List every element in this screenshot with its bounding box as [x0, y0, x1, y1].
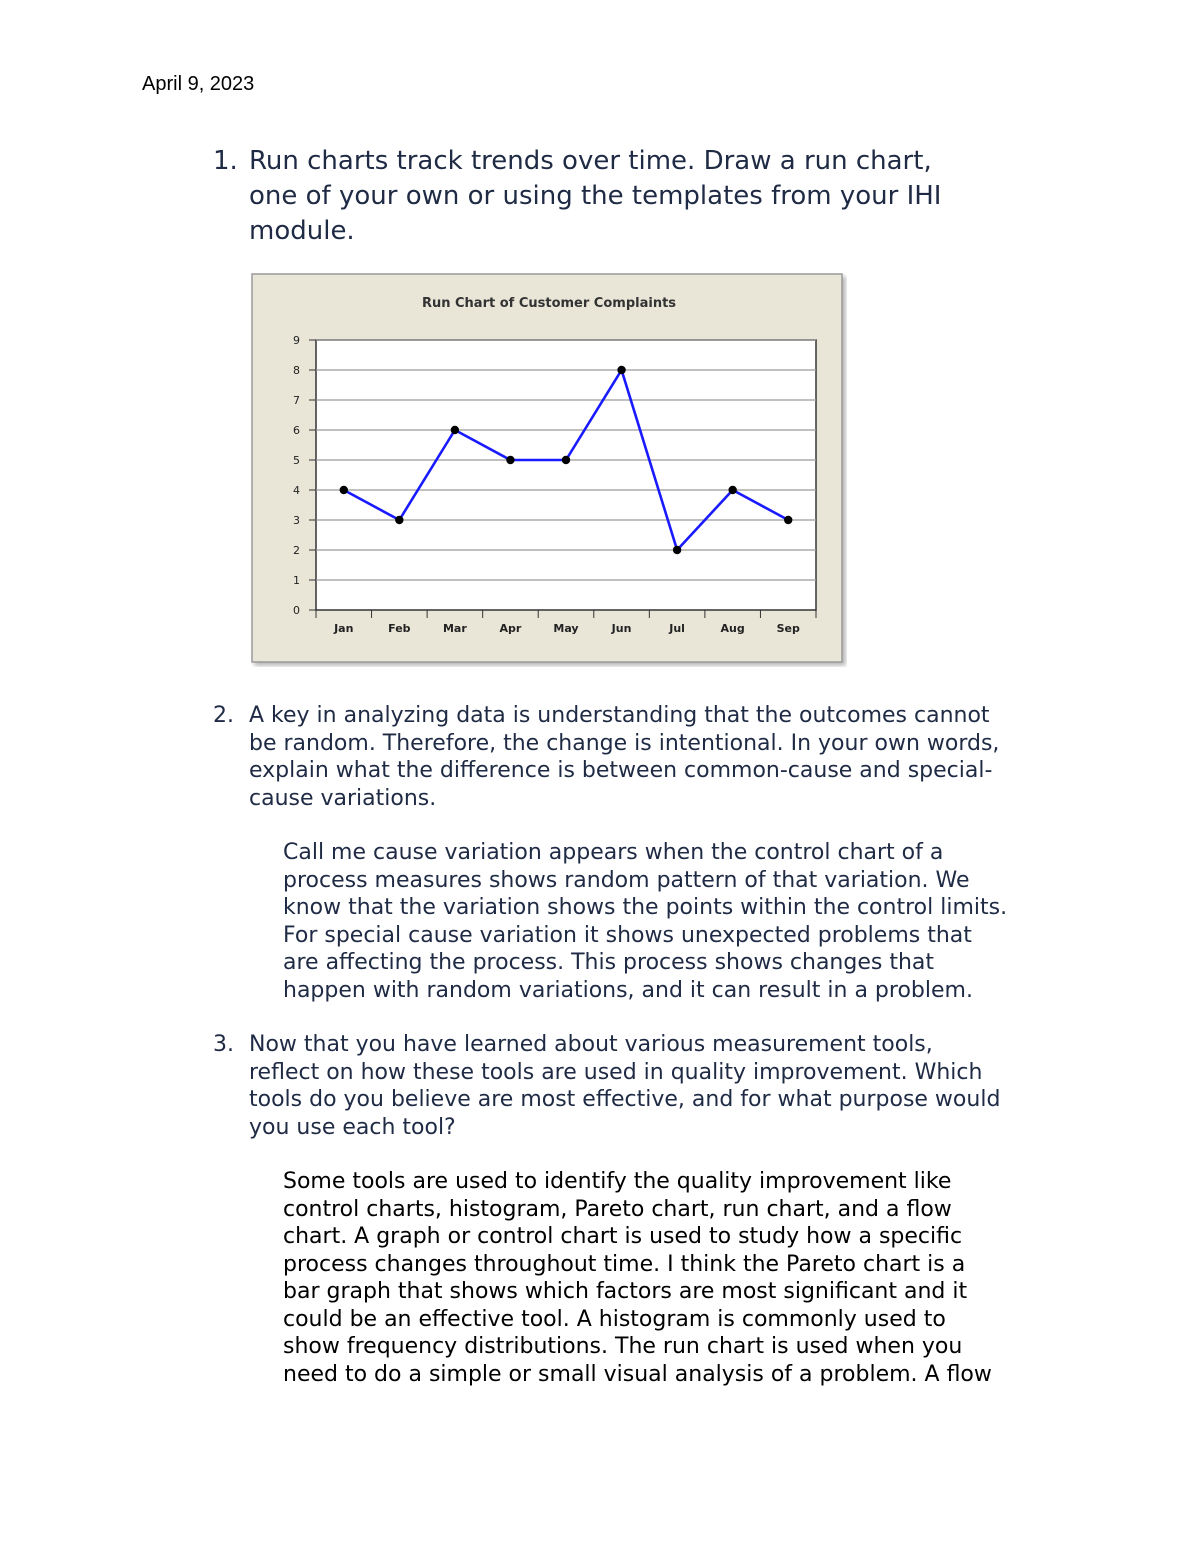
data-point-jun [617, 366, 625, 374]
y-tick-label: 8 [293, 364, 300, 377]
run-chart-svg [251, 273, 847, 667]
question-3-answer: Some tools are used to identify the quality improvement like control charts, histogram, Pareto chart, run chart, and a flow chart. A graph or control chart is used to study how a specific process changes throughout time. I think the Pareto chart is a bar graph that shows which factors are most significant and it could be an effective tool. A histogram is commonly used to show frequency distributions. The run chart is used when you need to do a simple or small visual analysis of a problem. A flow [283, 1169, 992, 1387]
question-3-text: Now that you have learned about various measurement tools, reflect on how these tools are used in quality improvement. Which tools do you believe are most effective, and for what purpose would you use each tool? [249, 1032, 1001, 1140]
data-point-jul [673, 546, 681, 554]
y-tick-label: 0 [293, 604, 300, 617]
data-point-mar [451, 426, 459, 434]
run-chart [251, 273, 847, 667]
question-3-number: 3. [213, 1032, 234, 1057]
chart-title: Run Chart of Customer Complaints [421, 296, 677, 311]
x-tick-label-sep: Sep [776, 622, 800, 635]
data-point-apr [506, 456, 514, 464]
x-tick-label-may: May [553, 622, 579, 635]
y-tick-label: 9 [293, 334, 300, 347]
data-point-feb [395, 516, 403, 524]
x-tick-label-aug: Aug [720, 622, 745, 635]
data-point-aug [728, 486, 736, 494]
y-tick-label: 1 [293, 574, 300, 587]
y-tick-label: 3 [293, 514, 300, 527]
y-tick-label: 6 [293, 424, 300, 437]
y-tick-label: 2 [293, 544, 300, 557]
plot-area [316, 340, 816, 610]
question-2-text: A key in analyzing data is understanding that the outcomes cannot be random. Therefore, the change is intentional. In your own words, explain what the difference is between common-cause and special- cause variations. [249, 703, 1000, 811]
document-date: April 9, 2023 [142, 73, 255, 95]
y-tick-label: 4 [293, 484, 300, 497]
question-1-number: 1. [213, 146, 238, 176]
question-1-text: Run charts track trends over time. Draw a run chart, one of your own or using the templates from your IHI module. [249, 146, 942, 246]
data-point-may [562, 456, 570, 464]
question-2-number: 2. [213, 703, 234, 728]
data-point-jan [340, 486, 348, 494]
x-tick-label-mar: Mar [442, 622, 467, 635]
x-tick-label-jan: Jan [334, 622, 354, 635]
x-tick-label-jun: Jun [611, 622, 632, 635]
y-tick-label: 7 [293, 394, 300, 407]
x-tick-label-jul: Jul [669, 622, 685, 635]
x-tick-label-apr: Apr [499, 622, 522, 635]
x-tick-label-feb: Feb [388, 622, 411, 635]
y-tick-label: 5 [293, 454, 300, 467]
data-point-sep [784, 516, 792, 524]
question-2-answer: Call me cause variation appears when the control chart of a process measures shows random pattern of that variation. We know that the variation shows the points within the control limits. For special cause variation it shows unexpected problems that are affecting the process. This process shows changes that happen with random variations, and it can result in a problem. [283, 840, 1008, 1003]
